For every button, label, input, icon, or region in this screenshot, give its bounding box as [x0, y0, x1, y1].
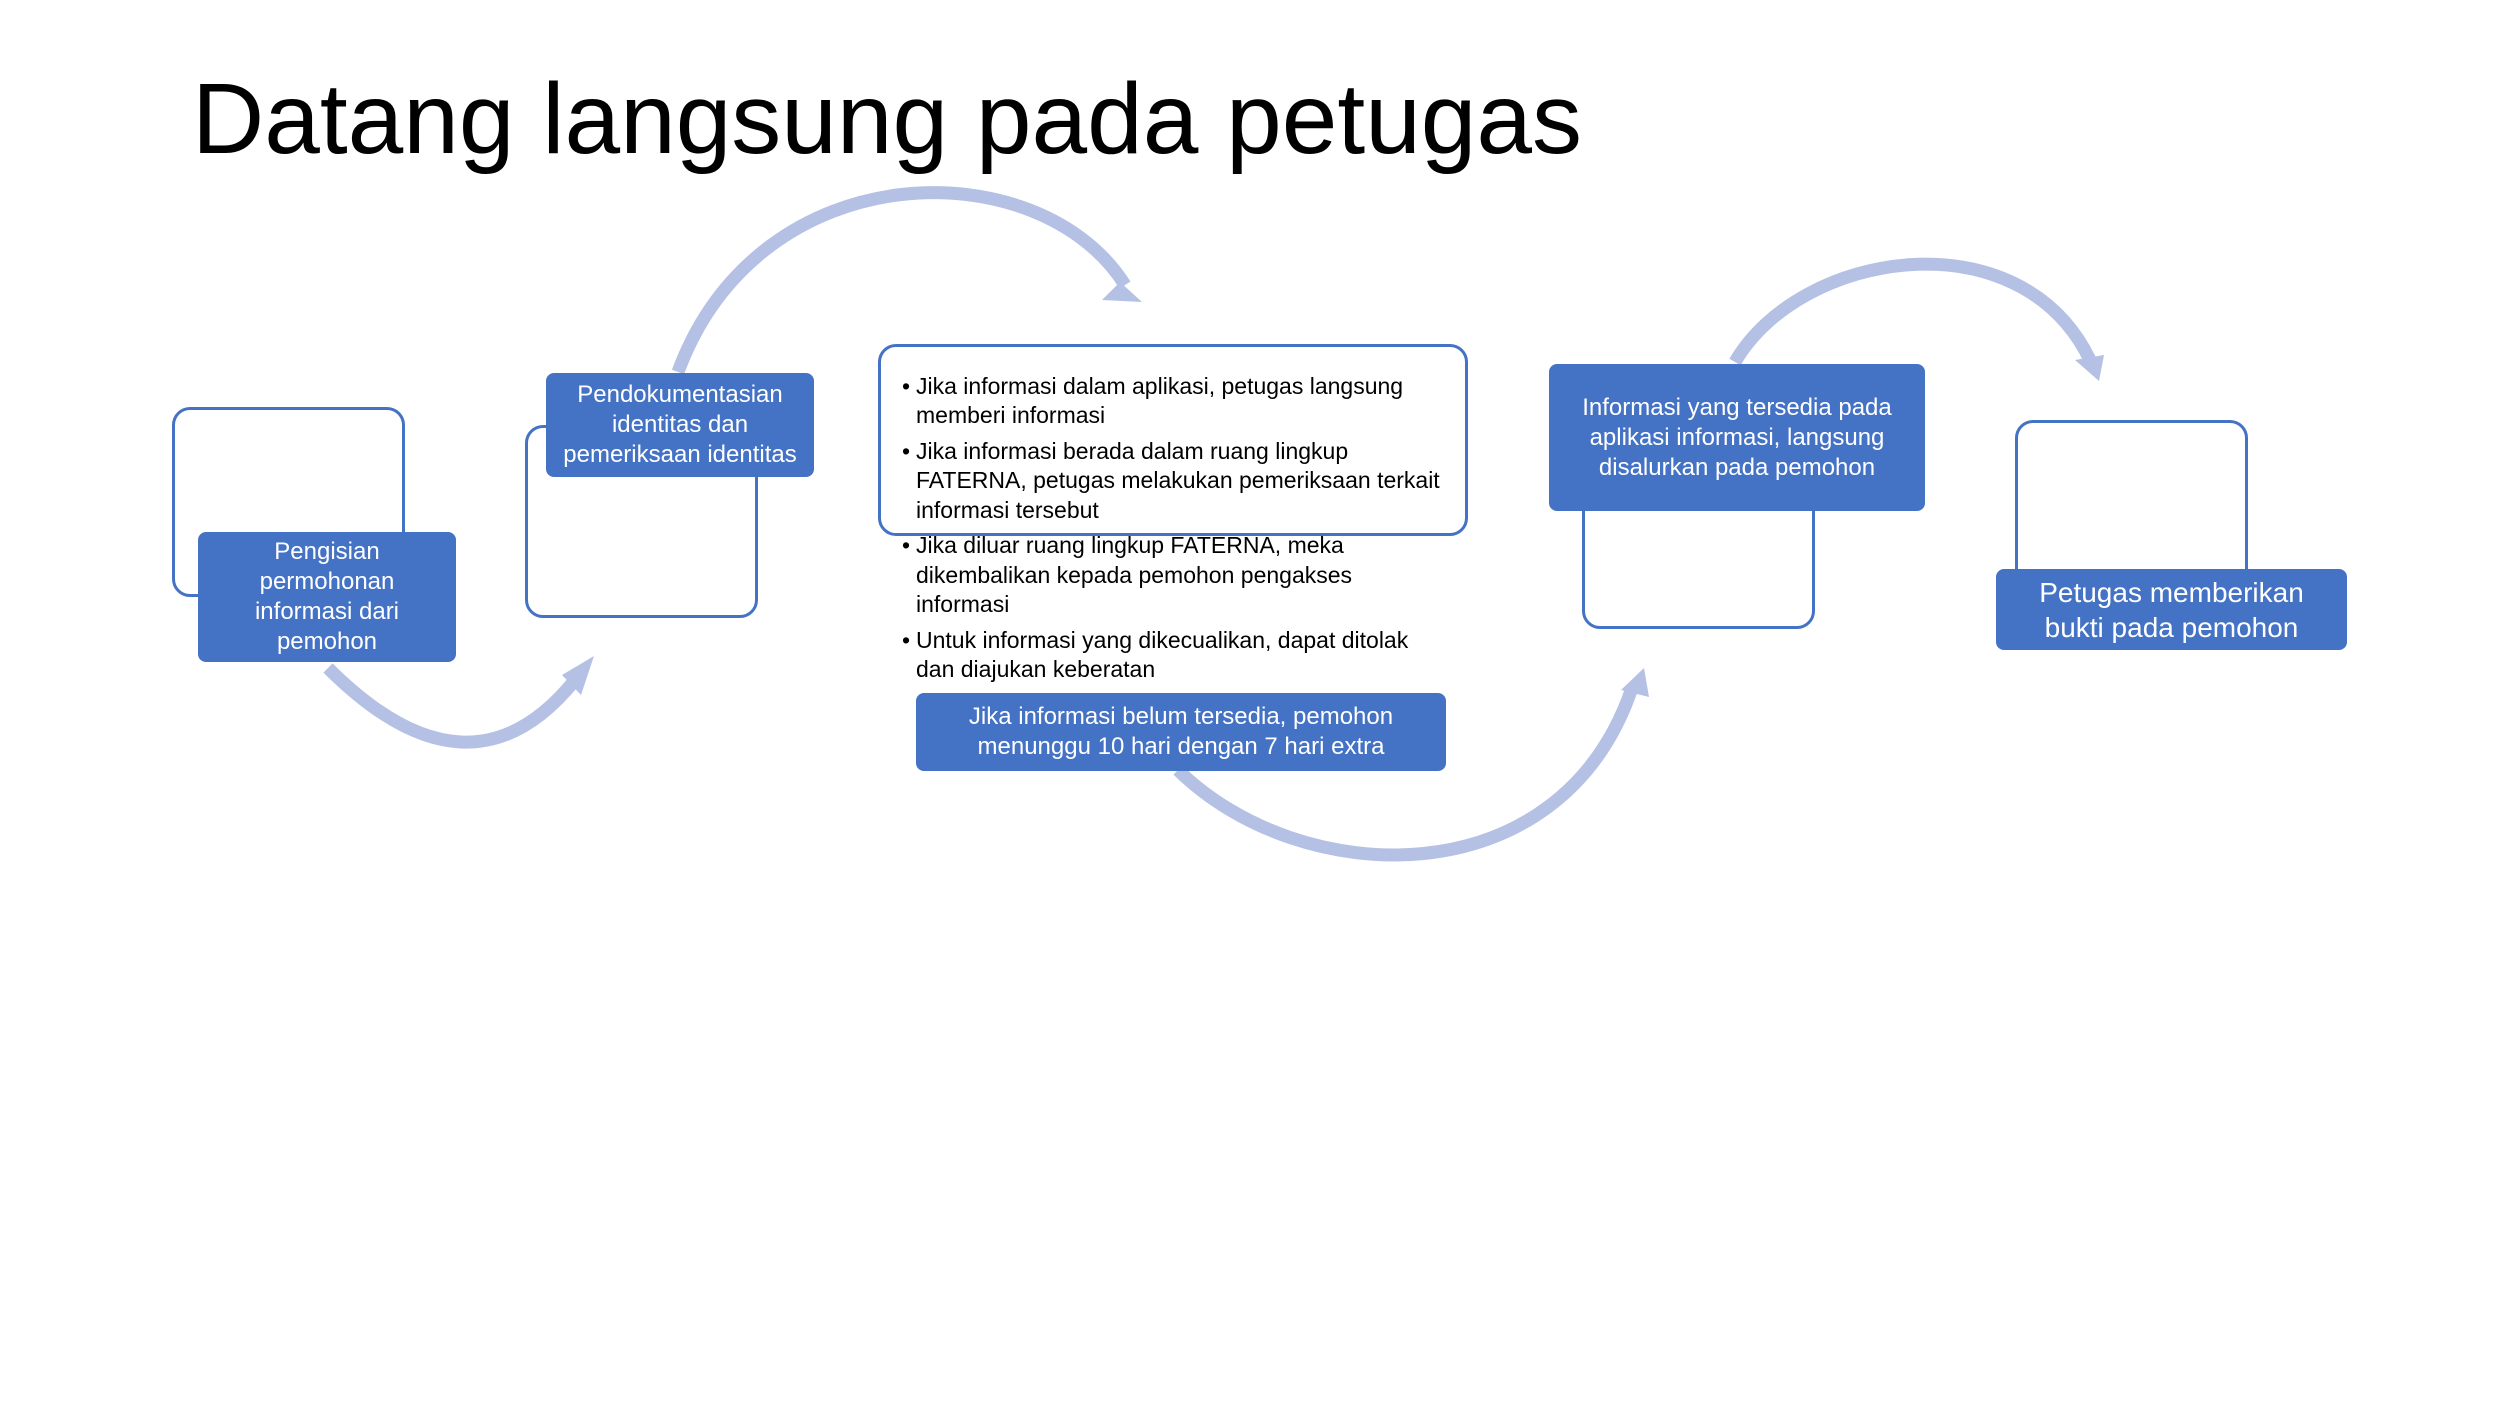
bullet-item: • Jika informasi berada dalam ruang lingkup FATERNA, petugas melakukan pemeriksaan terkait informasi tersebut [902, 437, 1442, 525]
bullet-item: • Untuk informasi yang dikecualikan, dapat ditolak dan diajukan keberatan [902, 626, 1442, 685]
arrow-step1-to-step2 [328, 668, 575, 742]
step2-label: Pendokumentasian identitas dan pemeriksaan identitas [546, 373, 814, 477]
step1-label: Pengisian permohonan informasi dari pemohon [198, 532, 456, 662]
arrowhead-4 [2075, 355, 2104, 381]
step5-label: Petugas memberikan bukti pada pemohon [1996, 569, 2347, 650]
bullet-item: • Jika diluar ruang lingkup FATERNA, meka dikembalikan kepada pemohon pengakses informasi [902, 531, 1442, 619]
step3-bullet-list [902, 372, 1442, 690]
slide-title: Datang langsung pada petugas [192, 63, 1583, 175]
arrow-step4-to-step5 [1735, 264, 2090, 362]
step3-label: Jika informasi belum tersedia, pemohon menunggu 10 hari dengan 7 hari extra [916, 693, 1446, 771]
arrowhead-2 [1102, 282, 1142, 302]
bullet-item: • Jika informasi dalam aplikasi, petugas langsung memberi informasi [902, 372, 1442, 431]
step4-label: Informasi yang tersedia pada aplikasi informasi, langsung disalurkan pada pemohon [1549, 364, 1925, 511]
